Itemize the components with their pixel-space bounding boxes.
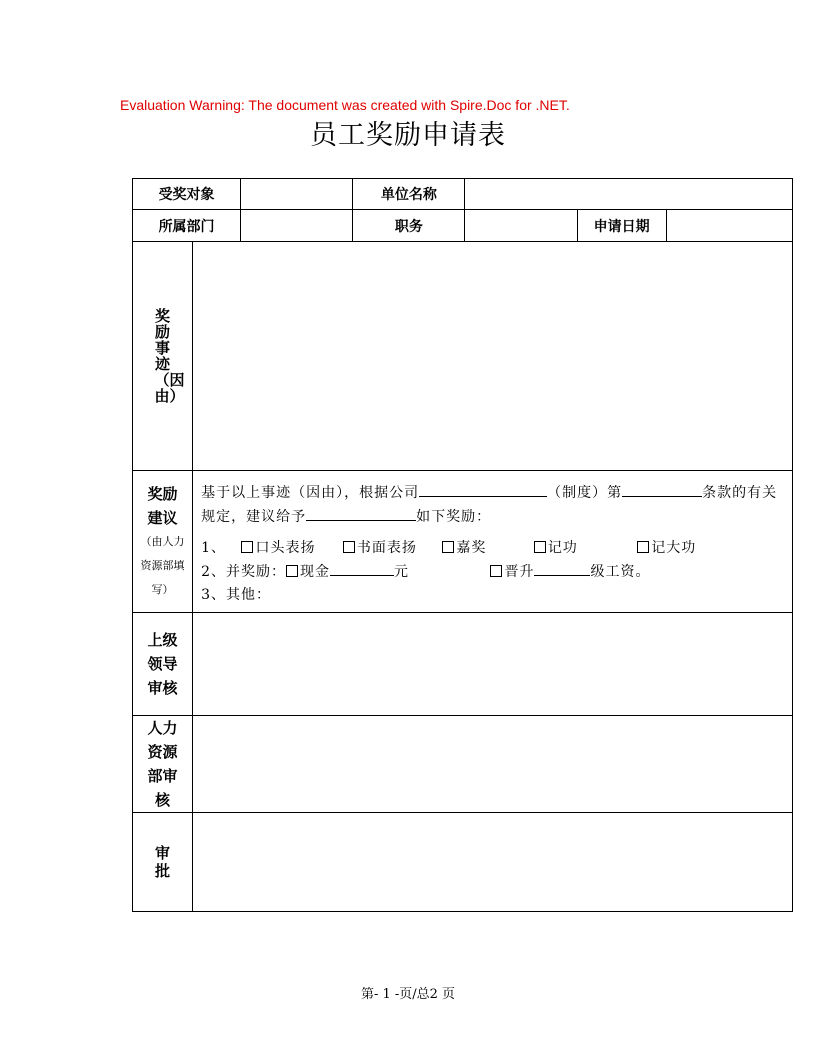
- option-verbal-praise[interactable]: 口头表扬: [241, 537, 315, 560]
- suggestion-label-line1: 奖励: [147, 484, 178, 503]
- suggestion-note: （由人力资源部填写）: [140, 534, 185, 596]
- item1-prefix: 1、: [201, 540, 226, 556]
- leader-review-line2: 领导: [147, 655, 178, 673]
- hr-review-label-cell: [133, 716, 193, 813]
- leader-review-label-cell: [133, 613, 193, 716]
- approval-line1: 审: [155, 844, 171, 862]
- apply-date-field[interactable]: [666, 210, 792, 242]
- hr-review-line3: 部审: [147, 767, 178, 785]
- suggestion-text-a: 基于以上事迹（因由），根据公司: [201, 485, 420, 501]
- wage-level-blank[interactable]: [534, 560, 590, 576]
- apply-date-label: 申请日期: [577, 210, 666, 242]
- award-blank[interactable]: [306, 505, 416, 521]
- form-row-deeds: [133, 242, 793, 471]
- company-blank[interactable]: [419, 481, 547, 497]
- checkbox-icon: [637, 541, 649, 553]
- checkbox-icon: [490, 565, 502, 577]
- checkbox-icon: [442, 541, 454, 553]
- cash-amount-blank[interactable]: [330, 560, 394, 576]
- hr-review-line4: 核: [155, 791, 171, 809]
- option-promotion[interactable]: 晋升: [490, 561, 534, 584]
- clause-blank[interactable]: [622, 481, 702, 497]
- unit-name-label: 单位名称: [353, 179, 465, 210]
- checkbox-icon: [286, 565, 298, 577]
- hr-review-line1: 人力: [147, 719, 178, 737]
- option-merit[interactable]: 记功: [534, 537, 578, 560]
- position-field[interactable]: [465, 210, 577, 242]
- leader-review-field[interactable]: [193, 613, 793, 716]
- form-row-hr-review: [133, 716, 793, 813]
- award-application-form: [132, 178, 793, 912]
- form-row-leader-review: [133, 613, 793, 716]
- leader-review-line3: 审核: [147, 679, 178, 697]
- suggestion-text-b: （制度）第: [547, 485, 623, 501]
- suggestion-label-line2: 建议: [147, 508, 178, 527]
- item3-other: 3、其他：: [201, 587, 271, 603]
- form-row-suggestion: [133, 471, 793, 613]
- suggestion-text-d: 如下奖励：: [416, 509, 492, 525]
- recipient-field[interactable]: [241, 179, 353, 210]
- yuan-label: 元: [394, 564, 409, 580]
- page-title: 员工奖励申请表: [310, 120, 506, 151]
- option-commendation[interactable]: 嘉奖: [442, 537, 486, 560]
- deeds-label-cell: [133, 242, 193, 471]
- suggestion-label-cell: [133, 471, 193, 613]
- checkbox-icon: [534, 541, 546, 553]
- item2-prefix: 2、并奖励：: [201, 564, 286, 580]
- form-row-department: [133, 210, 793, 242]
- approval-label-cell: [133, 813, 193, 912]
- deeds-field[interactable]: [193, 242, 793, 471]
- form-row-approval: [133, 813, 793, 912]
- department-field[interactable]: [241, 210, 353, 242]
- evaluation-warning: Evaluation Warning: The document was created with Spire.Doc for .NET.: [120, 97, 570, 113]
- suggestion-content: [193, 471, 793, 613]
- department-label: 所属部门: [133, 210, 241, 242]
- option-major-merit[interactable]: 记大功: [637, 537, 696, 560]
- checkbox-icon: [343, 541, 355, 553]
- checkbox-icon: [241, 541, 253, 553]
- leader-review-line1: 上级: [147, 631, 178, 649]
- suggestion-text-c: 条款的有关规定，建议给予: [201, 485, 778, 525]
- approval-field[interactable]: [193, 813, 793, 912]
- deeds-label: 奖励事迹（因由）: [154, 307, 185, 405]
- form-row-recipient: [133, 179, 793, 210]
- unit-name-field[interactable]: [465, 179, 793, 210]
- page-footer: 第- 1 -页/总2 页: [360, 987, 456, 1002]
- option-written-praise[interactable]: 书面表扬: [343, 537, 417, 560]
- hr-review-line2: 资源: [147, 743, 178, 761]
- recipient-label: 受奖对象: [133, 179, 241, 210]
- approval-line2: 批: [155, 862, 171, 880]
- position-label: 职务: [353, 210, 465, 242]
- wage-label: 级工资。: [590, 564, 651, 580]
- option-cash[interactable]: 现金: [286, 561, 330, 584]
- hr-review-field[interactable]: [193, 716, 793, 813]
